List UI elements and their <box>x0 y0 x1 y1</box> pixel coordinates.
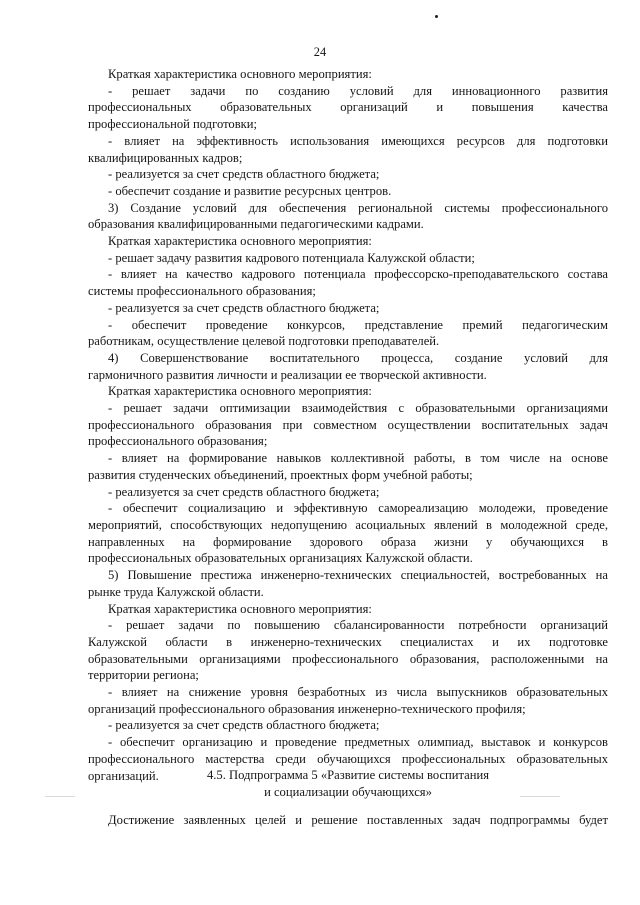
paragraph-line: Достижение заявленных целей и решение поставленных задач подпрограммы будет <box>108 813 608 827</box>
paragraph-line: Краткая характеристика основного мероприятия: <box>108 67 372 81</box>
paragraph-line: профессионального образования при совместном осуществлении воспитательных задач <box>88 417 608 432</box>
paragraph-line: - реализуется за счет средств областного бюджета; <box>108 300 380 315</box>
paragraph-line: - влияет на формирование навыков коллективной работы, в том числе на основе <box>108 451 608 466</box>
paragraph-line: - влияет на качество кадрового потенциала профессорско-преподавательского состава <box>108 267 608 282</box>
paragraph-line: образования квалифицированными педагогическими кадрами. <box>88 217 424 232</box>
paragraph-line: квалифицированных кадров; <box>88 150 243 165</box>
heading-line: 4.5. Подпрограмма 5 «Развитие системы воспитания <box>206 768 490 782</box>
paragraph-line: профессиональных образовательных организациях Калужской области. <box>88 551 473 566</box>
paragraph-line: Краткая характеристика основного мероприятия: <box>108 384 372 399</box>
scan-mark <box>45 796 75 797</box>
paragraph-line: рынке труда Калужской области. <box>88 584 264 599</box>
paragraph-line: - решает задачи оптимизации взаимодействия с образовательными организациями <box>108 401 608 416</box>
paragraph-line: Краткая характеристика основного мероприятия: <box>108 601 372 616</box>
paragraph-line: системы профессионального образования; <box>88 284 316 299</box>
paragraph-line: - решает задачу развития кадрового потенциала Калужской области; <box>108 250 475 265</box>
paragraph-line: - влияет на эффективность использования имеющихся ресурсов для подготовки <box>108 133 608 148</box>
scan-speck <box>435 15 438 18</box>
paragraph-line: - решает задачи по созданию условий для инновационного развития <box>108 83 608 98</box>
closing-paragraph <box>88 812 608 829</box>
paragraph-line: профессиональных образовательных организаций и повышения качества <box>88 100 608 115</box>
paragraph-line: работникам, осуществление целевой подготовки преподавателей. <box>88 334 440 349</box>
paragraph-line: организаций профессионального образования инженерно-технического профиля; <box>88 701 526 716</box>
paragraph-line: профессионального образования; <box>88 434 268 449</box>
paragraph-line: Калужской области в инженерно-технических специалистах и их подготовке <box>88 634 608 649</box>
paragraph-line: развития студенческих объединений, проектных форм учебной работы; <box>88 467 473 482</box>
paragraph-line: мероприятий, способствующих недопущению асоциальных явлений в молодежной среде, <box>88 517 608 532</box>
paragraph-line: территории региона; <box>88 668 199 683</box>
paragraph-line: - реализуется за счет средств областного бюджета; <box>108 484 380 499</box>
paragraph-line: гармоничного развития личности и реализации ее творческой активности. <box>88 367 487 382</box>
paragraph-line: образовательными организациями профессионального образования, расположенными на <box>88 651 608 666</box>
paragraph-line: 5) Повышение престижа инженерно-технических специальностей, востребованных на <box>108 568 608 583</box>
paragraph-line: - реализуется за счет средств областного бюджета; <box>108 167 380 182</box>
paragraph-line: - решает задачи по повышению сбалансированности потребности организаций <box>108 618 608 633</box>
page-number: 24 <box>313 45 327 59</box>
paragraph-line: профессиональной подготовки; <box>88 117 258 132</box>
paragraph-line: организаций. <box>88 768 159 783</box>
paragraph-line: - обеспечит создание и развитие ресурсных центров. <box>108 183 392 198</box>
paragraph-line: 4) Совершенствование воспитательного процесса, создание условий для <box>108 350 608 365</box>
paragraph-line: - обеспечит проведение конкурсов, представление премий педагогическим <box>108 317 608 332</box>
heading-line: и социализации обучающихся» <box>264 784 432 799</box>
subprogram-heading <box>88 767 608 800</box>
body-text <box>88 66 608 784</box>
paragraph-line: - обеспечит организацию и проведение предметных олимпиад, выставок и конкурсов <box>108 735 608 750</box>
paragraph-line: профессионального мастерства среди обучающихся профессиональных образовательных <box>88 751 608 766</box>
paragraph-line: 3) Создание условий для обеспечения региональной системы профессионального <box>108 200 608 215</box>
paragraph-line: - влияет на снижение уровня безработных из числа выпускников образовательных <box>108 685 608 700</box>
paragraph-line: направленных на формирование здорового образа жизни у обучающихся в <box>88 534 608 549</box>
paragraph-line: Краткая характеристика основного мероприятия: <box>108 234 372 249</box>
paragraph-line: - обеспечит социализацию и эффективную самореализацию молодежи, проведение <box>108 501 608 516</box>
paragraph-line: - реализуется за счет средств областного бюджета; <box>108 718 380 733</box>
